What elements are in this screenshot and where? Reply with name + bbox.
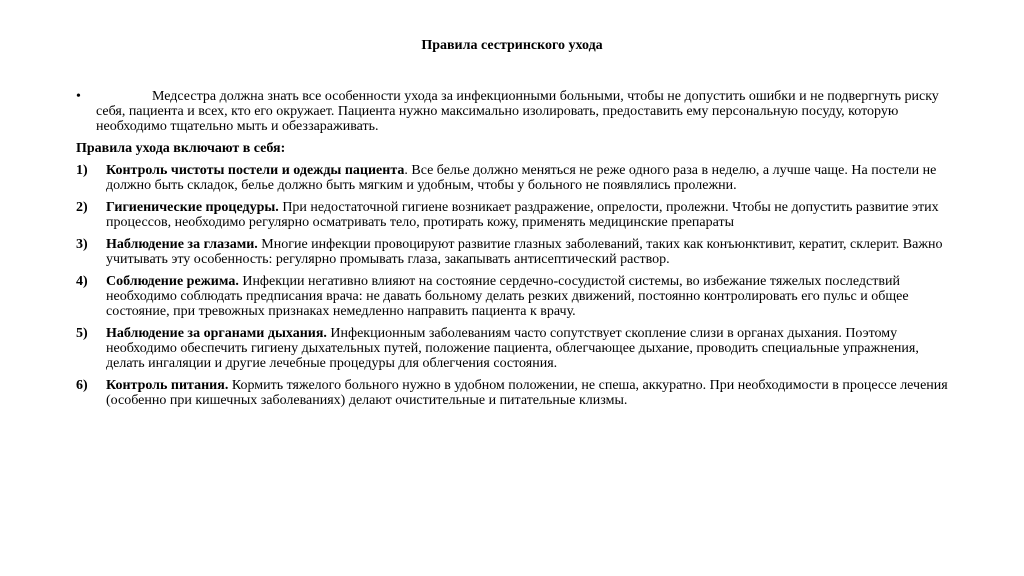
rule-title: Соблюдение режима. [106,274,239,289]
rule-title: Наблюдение за органами дыхания. [106,326,327,341]
rule-item [76,200,956,230]
slide-content [76,89,956,415]
rule-item [76,274,956,319]
intro-bullet [76,89,956,134]
rule-title: Гигиенические процедуры. [106,200,279,215]
rules-subheading: Правила ухода включают в себя: [76,141,286,156]
rule-text: При недостаточной гигиене возникает раздражение, опрелости, пролежни. Чтобы не допустить развитие этих процессов, необходимо регулярно осматривать тело, протирать кожу, применять медицинские препараты [106,200,939,230]
rule-title: Наблюдение за глазами. [106,237,258,252]
rule-number: 4) [76,274,88,289]
rule-text: Инфекционным заболеваниям часто сопутствует скопление слизи в органах дыхания. Поэтому необходимо обеспечить гигиену дыхательных путей, положение пациента, облегчающее дыхание, проводить специальные упражнения, делать ингаляции и другие лечебные процедуры для облегчения состояния. [106,326,919,371]
rule-number: 5) [76,326,88,341]
rule-item [76,163,956,193]
page-title: Правила сестринского ухода [421,38,603,53]
rule-number: 1) [76,163,88,178]
rule-number: 6) [76,378,88,393]
rule-text: Многие инфекции провоцируют развитие глазных заболеваний, таких как конъюнктивит, кератит, склерит. Важно учитывать эту особенность: регулярно промывать глаза, закапывать антисептический раствор. [106,237,943,267]
rule-title: Контроль питания. [106,378,229,393]
rule-item [76,326,956,371]
intro-text: Медсестра должна знать все особенности ухода за инфекционными больными, чтобы не допустить ошибки и не подвергнуть риску себя, пациента и всех, кто его окружает. Пациента нужно максимально изолировать, предоставить ему персональную посуду, которую необходимо тщательно мыть и обеззараживать. [96,89,939,134]
rule-text: Инфекции негативно влияют на состояние сердечно-сосудистой системы, во избежание тяжелых последствий необходимо соблюдать предписания врача: не давать больному делать резких движений, постоянно контролировать его пульс и общее состояние, при тревожных признаках немедленно направить пациента к врачу. [106,274,909,319]
rule-item [76,237,956,267]
rules-list [76,163,956,408]
rule-title: Контроль чистоты постели и одежды пациента [106,163,405,178]
rule-text: . Все белье должно меняться не реже одного раза в неделю, а лучше чаще. На постели не должно быть складок, белье должно быть мягким и удобным, чтобы у больного не появлялись пролежни. [106,163,937,193]
bullet-symbol: • [76,89,81,104]
rule-text: Кормить тяжелого больного нужно в удобном положении, не спеша, аккуратно. При необходимости в процессе лечения (особенно при кишечных заболеваниях) делают очистительные и питательные клизмы. [106,378,948,408]
rule-item [76,378,956,408]
rule-number: 3) [76,237,88,252]
rule-number: 2) [76,200,88,215]
